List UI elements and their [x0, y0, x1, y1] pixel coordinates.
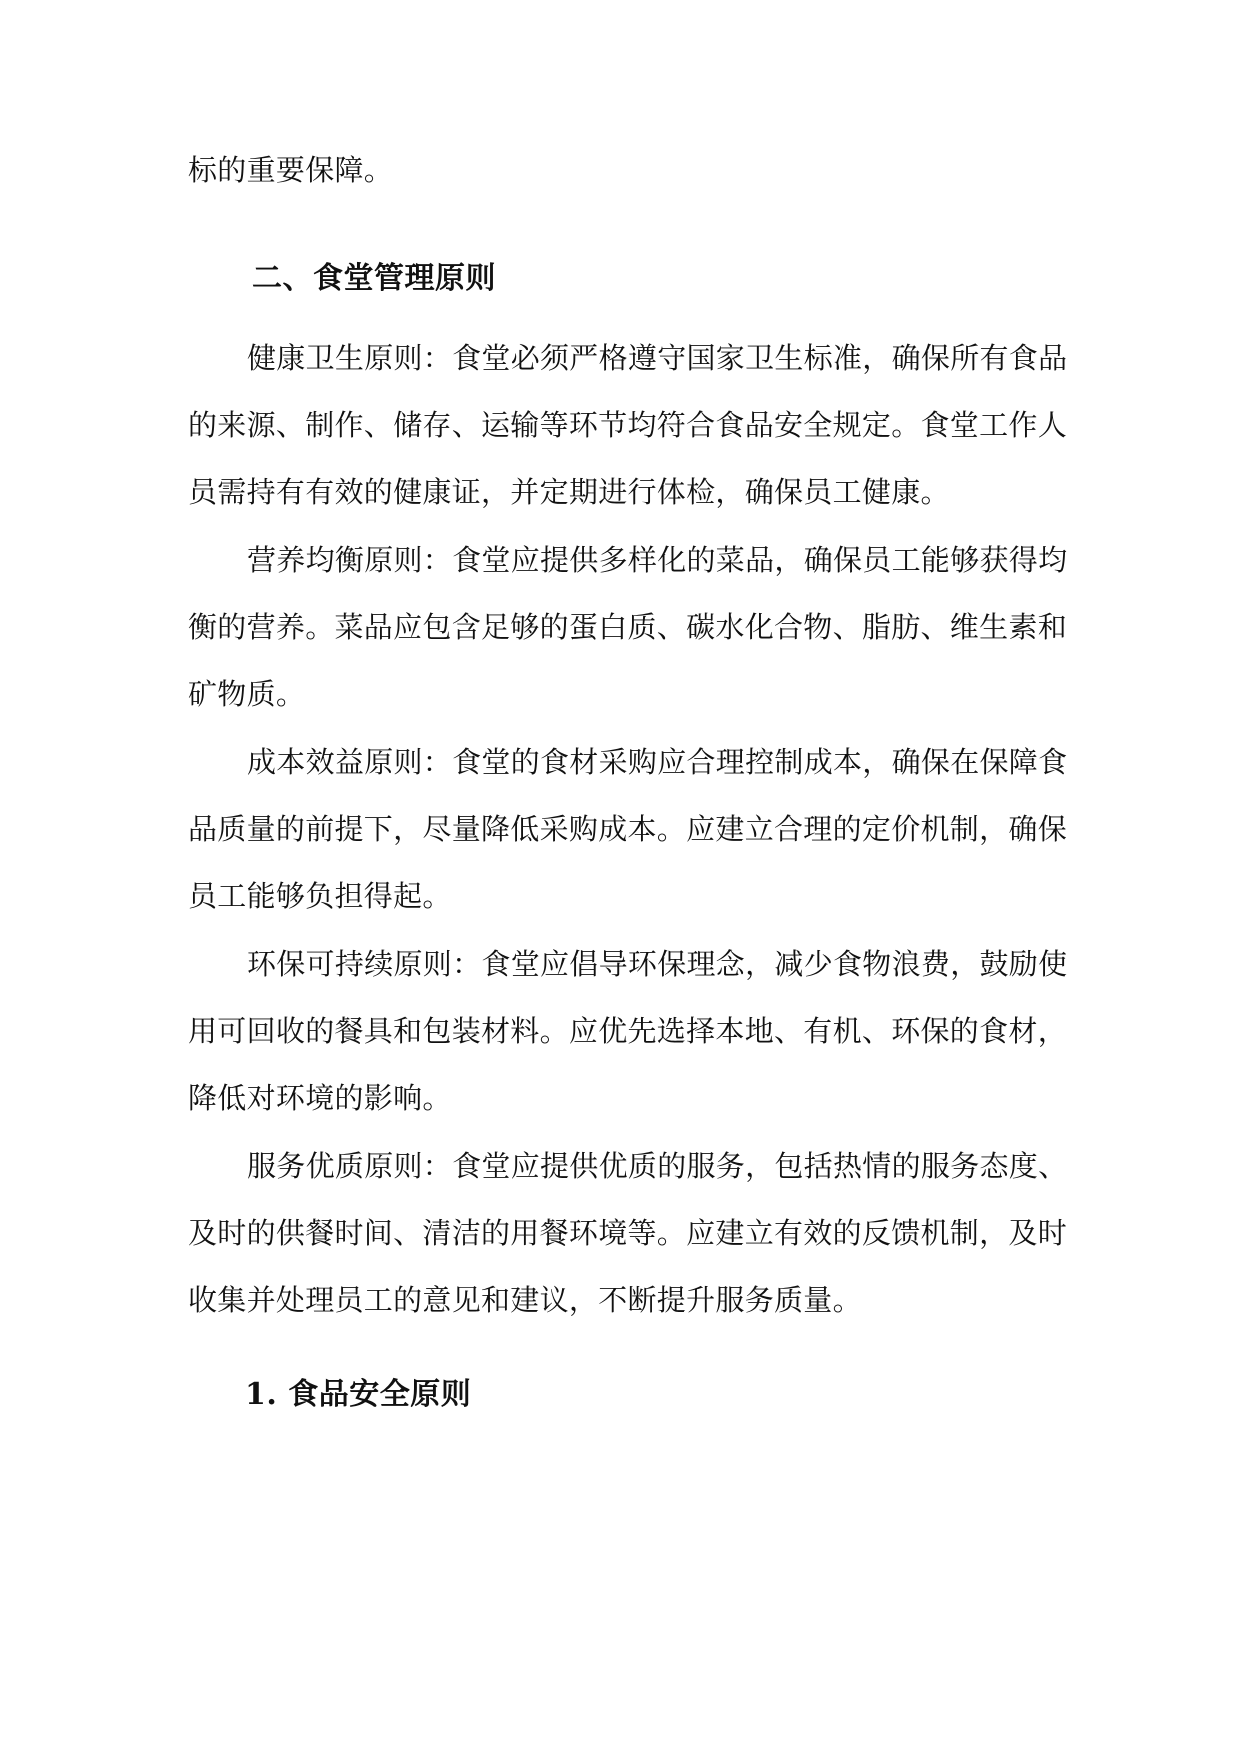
section-heading: 二、食堂管理原则	[252, 261, 496, 296]
paragraph-line: 降低对环境的影响。	[188, 1081, 452, 1115]
paragraph-line: 用可回收的餐具和包装材料。应优先选择本地、有机、环保的食材，	[188, 1014, 1068, 1048]
continuation-line: 标的重要保障。	[188, 153, 394, 187]
paragraph-line: 衡的营养。菜品应包含足够的蛋白质、碳水化合物、脂肪、维生素和	[188, 610, 1068, 644]
paragraph-line: 矿物质。	[188, 677, 306, 711]
paragraph-line: 环保可持续原则：食堂应倡导环保理念，减少食物浪费，鼓励使	[247, 947, 1068, 981]
paragraph-line: 品质量的前提下，尽量降低采购成本。应建立合理的定价机制，确保	[188, 812, 1068, 846]
paragraph-line: 服务优质原则：食堂应提供优质的服务，包括热情的服务态度、	[247, 1149, 1068, 1183]
paragraph-line: 成本效益原则：食堂的食材采购应合理控制成本，确保在保障食	[247, 745, 1068, 779]
paragraph-line: 及时的供餐时间、清洁的用餐环境等。应建立有效的反馈机制，及时	[188, 1216, 1068, 1250]
paragraph-line: 营养均衡原则：食堂应提供多样化的菜品，确保员工能够获得均	[247, 543, 1068, 577]
paragraph-line: 收集并处理员工的意见和建议，不断提升服务质量。	[188, 1283, 862, 1317]
paragraph-line: 员需持有有效的健康证，并定期进行体检，确保员工健康。	[188, 475, 950, 509]
paragraph-line: 员工能够负担得起。	[188, 879, 452, 913]
paragraph-line: 的来源、制作、储存、运输等环节均符合食品安全规定。食堂工作人	[188, 408, 1068, 442]
subsection-heading: 1. 食品安全原则	[245, 1377, 472, 1412]
paragraph-line: 健康卫生原则：食堂必须严格遵守国家卫生标准，确保所有食品	[247, 341, 1068, 375]
